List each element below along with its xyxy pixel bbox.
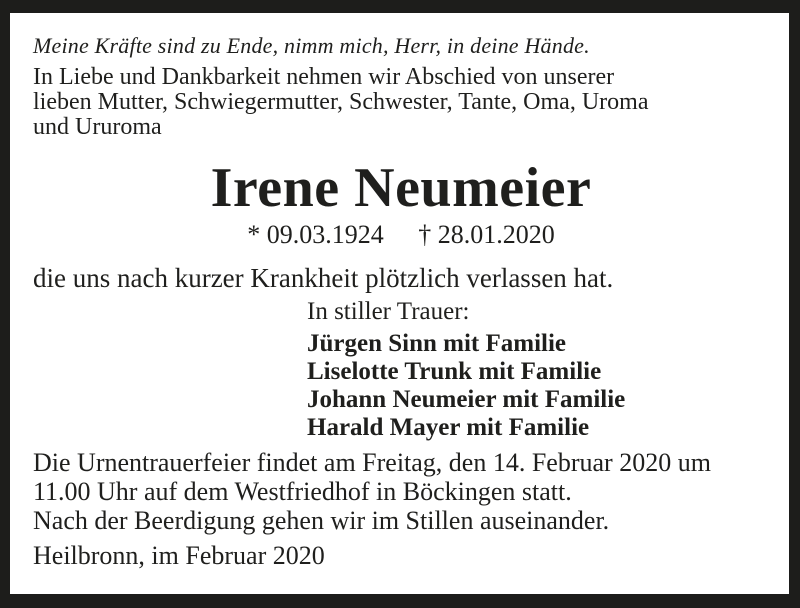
- funeral-line-2: 11.00 Uhr auf dem Westfriedhof in Böckingen statt.: [33, 477, 572, 506]
- place-and-date: Heilbronn, im Februar 2020: [33, 541, 325, 570]
- intro-paragraph: [33, 65, 769, 140]
- mourners-list: [307, 330, 769, 442]
- mourning-label: In stiller Trauer:: [307, 298, 470, 325]
- deceased-name: Irene Neumeier: [210, 157, 592, 219]
- birth-date: * 09.03.1924: [247, 220, 384, 249]
- mourner-2: Liselotte Trunk mit Familie: [307, 358, 602, 385]
- intro-line-1: In Liebe und Dankbarkeit nehmen wir Abschied von unserer: [33, 64, 615, 90]
- obituary-content: [10, 13, 789, 570]
- funeral-details: [33, 448, 769, 535]
- death-date: † 28.01.2020: [418, 220, 555, 249]
- mourner-4: Harald Mayer mit Familie: [307, 414, 590, 441]
- life-dates: [33, 220, 769, 250]
- intro-line-2: lieben Mutter, Schwiegermutter, Schwester, Tante, Oma, Uroma: [33, 89, 649, 115]
- mourner-3: Johann Neumeier mit Familie: [307, 386, 626, 413]
- intro-line-3: und Ururoma: [33, 114, 162, 140]
- mourner-1: Jürgen Sinn mit Familie: [307, 330, 567, 357]
- funeral-line-1: Die Urnentrauerfeier findet am Freitag, den 14. Februar 2020 um: [33, 448, 711, 477]
- epitaph-quote: Meine Kräfte sind zu Ende, nimm mich, Herr, in deine Hände.: [33, 33, 590, 58]
- mourning-block: [307, 298, 769, 442]
- passing-line: die uns nach kurzer Krankheit plötzlich verlassen hat.: [33, 263, 614, 293]
- funeral-line-3: Nach der Beerdigung gehen wir im Stillen auseinander.: [33, 506, 610, 535]
